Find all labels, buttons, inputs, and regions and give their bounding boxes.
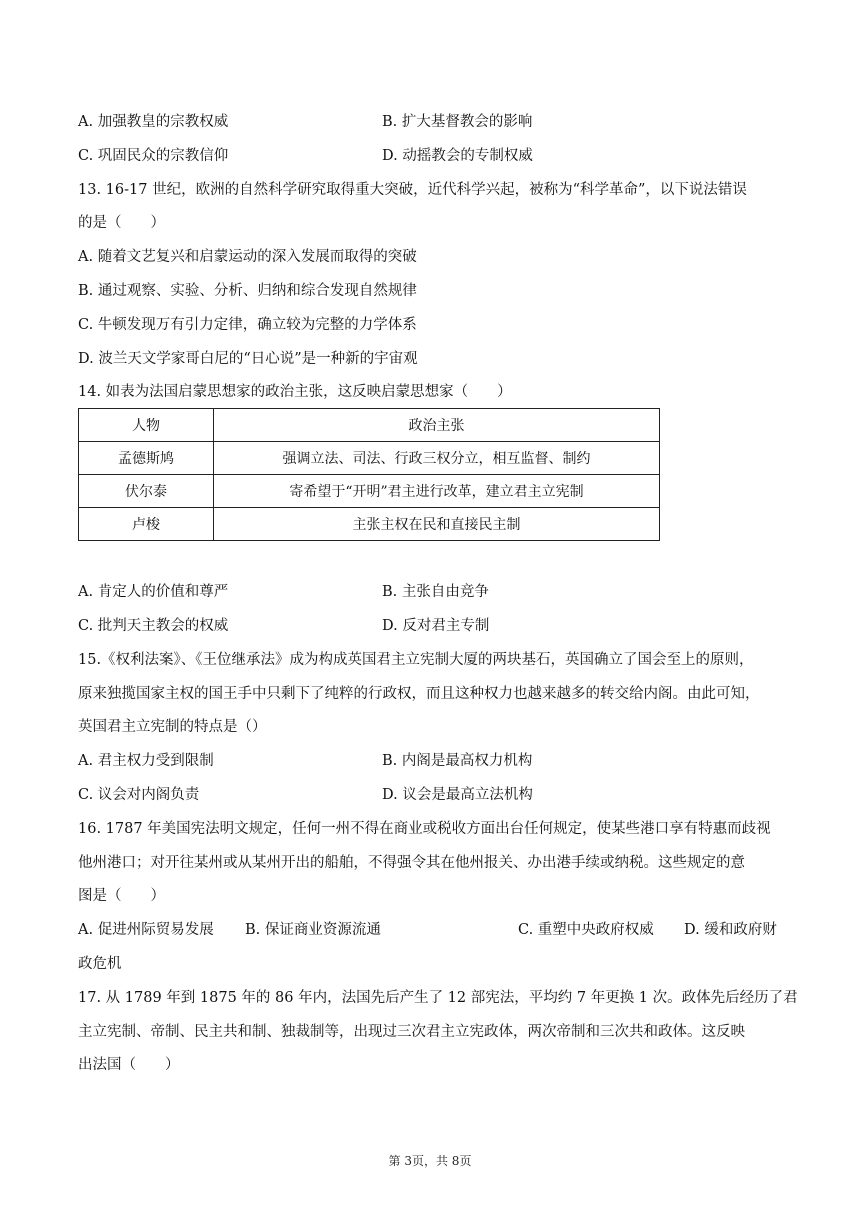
policy-table <box>78 408 660 541</box>
q16-option-b: B. 保证商业资源流通 <box>245 922 381 938</box>
table-cell-person: 孟德斯鸠 <box>79 442 214 475</box>
q12-option-a: A. 加强教皇的宗教权威 <box>78 114 229 130</box>
page-number-footer: 第 3页，共 8页 <box>388 1154 472 1168</box>
q16-option-c: C. 重塑中央政府权威 <box>518 922 654 938</box>
q14-option-a: A. 肯定人的价值和尊严 <box>78 584 229 600</box>
table-row <box>79 442 660 475</box>
q13-option-d: D. 波兰天文学家哥白尼的“日心说”是一种新的宇宙观 <box>78 351 418 367</box>
q13-stem-line1: 13. 16-17 世纪，欧洲的自然科学研究取得重大突破，近代科学兴起，被称为“科学革命”，以下说法错误 <box>78 182 747 198</box>
table-header-row <box>79 409 660 442</box>
q15-stem-line3: 英国君主立宪制的特点是（） <box>78 719 267 735</box>
q16-option-a: A. 促进州际贸易发展 <box>78 922 214 938</box>
table-cell-person: 卢梭 <box>79 508 214 541</box>
q13-option-a: A. 随着文艺复兴和启蒙运动的深入发展而取得的突破 <box>78 249 417 265</box>
q13-option-c: C. 牛顿发现万有引力定律，确立较为完整的力学体系 <box>78 317 417 333</box>
table-row <box>79 475 660 508</box>
q15-option-c: C. 议会对内阁负责 <box>78 787 200 803</box>
q13-stem-line2: 的是（ ） <box>78 215 165 231</box>
q15-option-b: B. 内阁是最高权力机构 <box>382 753 533 769</box>
q15-option-a: A. 君主权力受到限制 <box>78 753 214 769</box>
table-cell-policy: 寄希望于“开明”君主进行改革，建立君主立宪制 <box>214 475 660 508</box>
table-cell-policy: 强调立法、司法、行政三权分立，相互监督、制约 <box>214 442 660 475</box>
q14-option-d: D. 反对君主专制 <box>382 618 490 634</box>
q14-stem: 14. 如表为法国启蒙思想家的政治主张，这反映启蒙思想家（ ） <box>78 384 512 400</box>
q16-stem-line2: 他州港口；对开往某州或从某州开出的船舶，不得强令其在他州报关、办出港手续或纳税。这些规定的意 <box>78 855 745 871</box>
q12-option-d: D. 动摇教会的专制权威 <box>382 148 533 164</box>
q13-option-b: B. 通过观察、实验、分析、归纳和综合发现自然规律 <box>78 283 417 299</box>
q16-option-d: D. 缓和政府财 <box>684 922 777 938</box>
table-cell-person: 伏尔泰 <box>79 475 214 508</box>
q14-option-c: C. 批判天主教会的权威 <box>78 618 229 634</box>
q15-stem-line2: 原来独揽国家主权的国王手中只剩下了纯粹的行政权，而且这种权力也越来越多的转交给内阁。由此可知， <box>78 686 760 702</box>
q16-option-d-continued: 政危机 <box>78 956 122 972</box>
q16-stem-line3: 图是（ ） <box>78 888 165 904</box>
q17-stem-line1: 17. 从 1789 年到 1875 年的 86 年内，法国先后产生了 12 部宪法，平均约 7 年更换 1 次。政体先后经历了君 <box>78 990 798 1006</box>
q16-stem-line1: 16. 1787 年美国宪法明文规定，任何一州不得在商业或税收方面出台任何规定，使某些港口享有特惠而歧视 <box>78 821 771 837</box>
q17-stem-line2: 主立宪制、帝制、民主共和制、独裁制等，出现过三次君主立宪政体，两次帝制和三次共和政体。这反映 <box>78 1024 745 1040</box>
q12-option-c: C. 巩固民众的宗教信仰 <box>78 148 229 164</box>
q17-stem-line3: 出法国（ ） <box>78 1057 180 1073</box>
q14-option-b: B. 主张自由竞争 <box>382 584 489 600</box>
q12-option-b: B. 扩大基督教会的影响 <box>382 114 533 130</box>
table-row <box>79 508 660 541</box>
table-cell-policy: 主张主权在民和直接民主制 <box>214 508 660 541</box>
table-header-person: 人物 <box>79 409 214 442</box>
table-header-policy: 政治主张 <box>214 409 660 442</box>
q15-option-d: D. 议会是最高立法机构 <box>382 787 533 803</box>
q15-stem-line1: 15.《权利法案》、《王位继承法》成为构成英国君主立宪制大厦的两块基石，英国确立了国会至上的原则， <box>78 652 754 668</box>
